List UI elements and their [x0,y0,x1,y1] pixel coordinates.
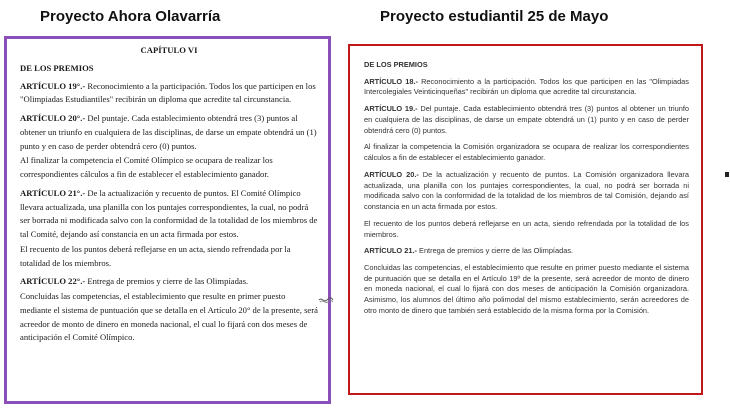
left-document-panel [4,36,331,404]
article-21 [364,246,689,257]
scribble-mark [318,296,334,304]
chapter-title: CAPÍTULO VI [140,45,198,55]
article-title: ARTÍCULO 19°.- [20,80,86,91]
article-text: Del puntaje. Cada establecimiento obtendrá tres (3) puntos al obtener un triunfo en cualquiera de las disciplinas, de darse un empate obtendrá un (1) punto y en caso de perder obtendrá cero (0) puntos. [364,104,689,135]
article-paragraph: El recuento de los puntos deberá reflejarse en un acta, siendo refrendada por la totalidad de los miembros. [20,243,291,268]
article-text: Reconocimiento a la participación. Todos los que participen en las "Olimpiadas Intercolegiales Veinticinqueñas" recibirán un diploma que acredite tal circunstancia. [364,76,689,97]
article-paragraph: Al finalizar la competencia la Comisión organizadora se ocupara de realizar los correspondientes cálculos a fin de establecer el establecimiento ganador. [364,142,689,163]
article-title: ARTÍCULO 19.- [364,104,418,114]
article-21 [20,187,318,242]
right-document-heading: Proyecto estudiantil 25 de Mayo [380,8,609,25]
article-19 [364,104,689,136]
right-document-panel [348,44,703,395]
article-text: De la actualización y recuento de puntos. El Comité Olímpico llevara actualizada, una planilla con los puntajes correspondientes, la cual, no podrá ser borrada ni modificada salvo con la conformidad de la totalidad de los miembros de tal Comité, dejando así constancia en un acta firmada por estos. [20,187,318,239]
article-text: Del puntaje. Cada establecimiento obtendrá tres (3) puntos al obtener un triunfo en cualquiera de las disciplinas, de darse un empate obtendrá un (1) punto y en caso de perder obtendrá cero (0) puntos. [20,113,317,151]
article-20 [20,112,318,153]
article-paragraph: Concluidas las competencias, el establecimiento que resulte en primer puesto mediante el sistema de puntuación que se detalla en el Artículo 20° de la presente, será acreedor de monto de dinero en moneda nacional, el cual lo fijará con dos meses de anticipación el Comité Olímpico. [20,291,318,343]
section-title: DE LOS PREMIOS [20,62,94,73]
article-20 [364,170,689,213]
page-edge-mark [725,172,729,177]
article-title: ARTÍCULO 21.- [364,246,417,256]
article-title: ARTÍCULO 20.- [364,169,419,179]
article-text: Reconocimiento a la participación. Todos los que participen en los "Olimpiadas Estudiantiles" recibirán un diploma que acredite tal circunstancia. [20,80,316,105]
article-title: ARTÍCULO 18.- [364,76,418,86]
article-18 [364,77,689,98]
article-paragraph: El recuento de los puntos deberá reflejarse en un acta, siendo refrendada por la totalidad de los miembros. [364,218,689,239]
article-paragraph: Al finalizar la competencia el Comité Olímpico se ocupara de realizar los correspondientes cálculos a fin de establecer el establecimiento ganador. [20,155,273,179]
article-22 [20,275,318,289]
article-text: Entrega de premios y cierre de las Olimpíadas. [416,246,574,256]
section-title: DE LOS PREMIOS [364,60,428,69]
article-paragraph: Concluidas las competencias, el establecimiento que resulte en primer puesto mediante el sistema de puntuación que se detalla en el Artículo 19º de la presente, será acreedor de monto de dinero en moneda nacional, el cual lo fijará con dos meses de anticipación la Comisión organizadora. Asimismo, los alumnos del último año polimodal del mismo establecimiento, serán acreedores de otro monto de dinero que también será establecido de la misma forma por la Comisión. [364,263,689,315]
left-document-heading: Proyecto Ahora Olavarría [40,8,221,25]
article-19 [20,80,318,108]
article-text: Entrega de premios y cierre de las Olimpíadas. [85,276,249,287]
article-title: ARTÍCULO 22°.- [20,276,86,287]
article-title: ARTÍCULO 20°.- [20,113,86,123]
article-title: ARTÍCULO 21°.- [20,187,86,198]
article-text: De la actualización y recuento de puntos. La Comisión organizadora llevara actualizada, una planilla con los puntajes correspondientes, la cual, no podrá ser borrada ni modificada salvo con la conformidad de la totalidad de los miembros de tal Comisión, dejando así constancia en un acta firmada por estos. [364,169,690,212]
